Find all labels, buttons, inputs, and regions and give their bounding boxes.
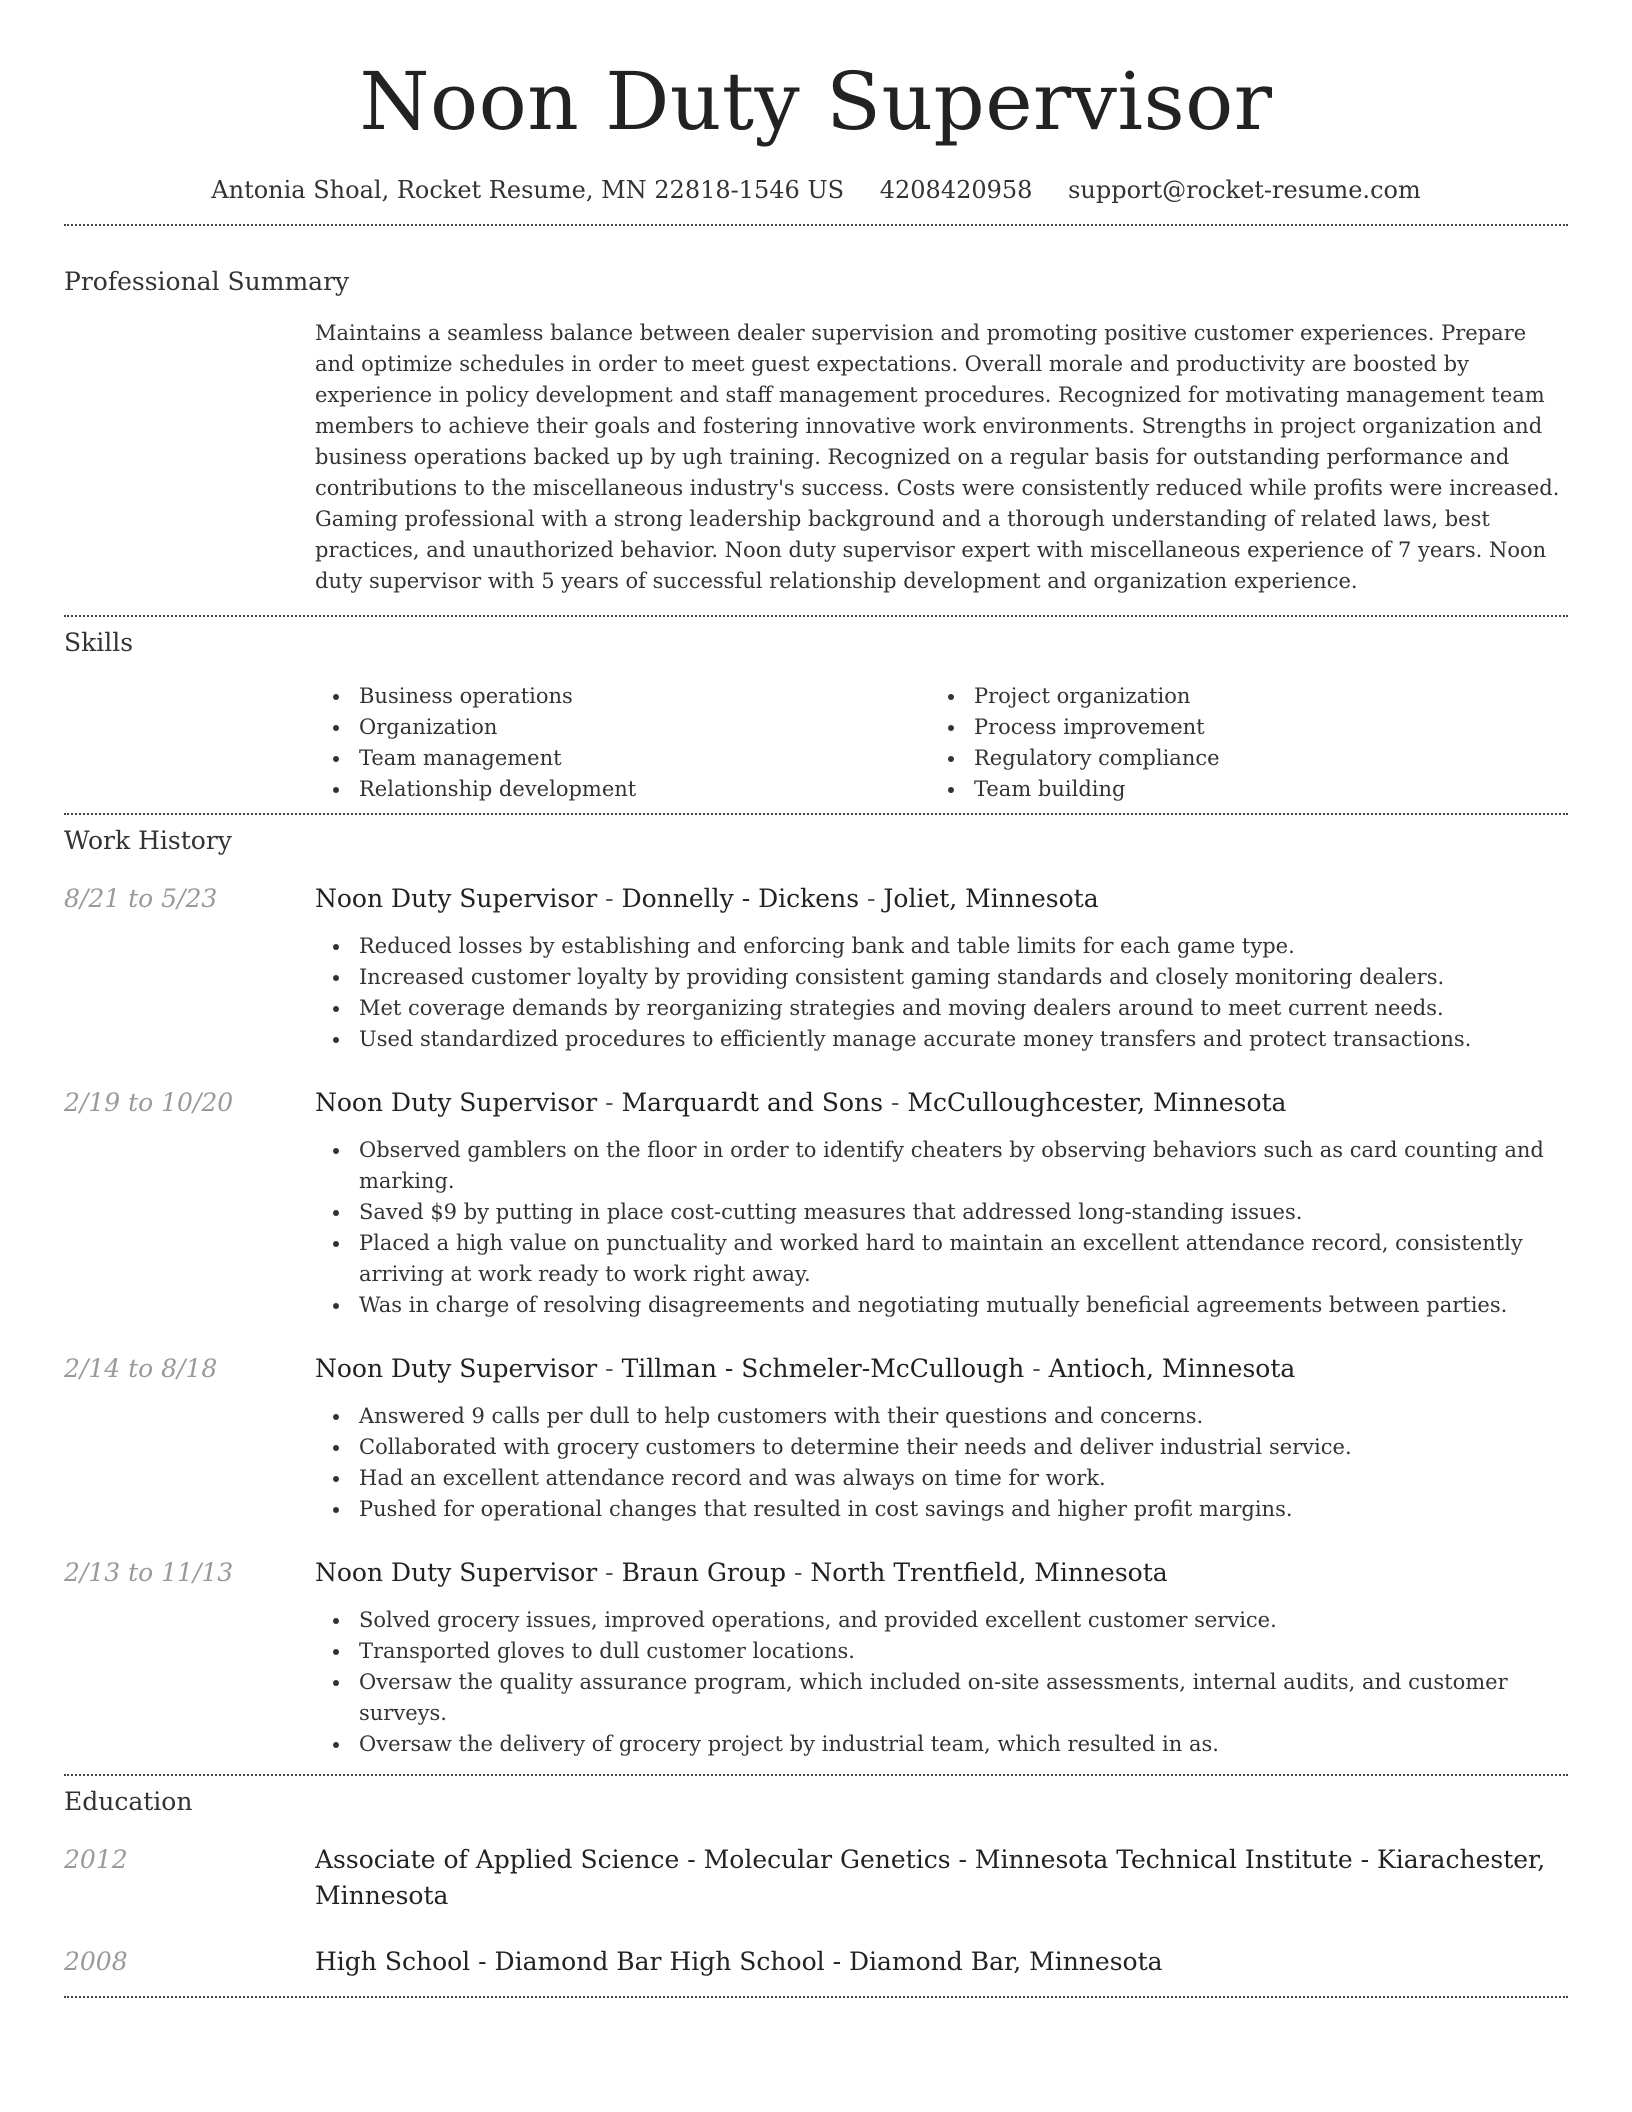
job-dates: 2/13 to 11/13 (64, 1558, 234, 1587)
section-title-skills: Skills (64, 628, 134, 657)
job-dates: 8/21 to 5/23 (64, 884, 218, 913)
job-entry (64, 881, 1568, 1055)
job-entry (64, 1085, 1568, 1321)
bullet-item: Solved grocery issues, improved operations, and provided excellent customer service. (315, 1605, 1568, 1636)
skill-item: Process improvement (930, 712, 1545, 743)
job-bullets (315, 1135, 1568, 1321)
education-school: Minnesota Technical Institute (974, 1845, 1353, 1874)
skills-column-right (930, 681, 1545, 805)
skill-item: Organization (315, 712, 930, 743)
skill-item: Business operations (315, 681, 930, 712)
skill-item: Regulatory compliance (930, 743, 1545, 774)
job-entry (64, 1555, 1568, 1760)
job-role: Noon Duty Supervisor (315, 884, 598, 913)
education-year: 2012 (64, 1845, 128, 1874)
bullet-item: Pushed for operational changes that resulted in cost savings and higher profit margins. (315, 1494, 1568, 1525)
bullet-item: Saved $9 by putting in place cost-cutting measures that addressed long-standing issues. (315, 1197, 1568, 1228)
job-location: North Trentfield, Minnesota (810, 1558, 1168, 1587)
job-role: Noon Duty Supervisor (315, 1088, 598, 1117)
skills-section (64, 617, 1568, 805)
section-title-summary: Professional Summary (64, 267, 350, 296)
skill-item: Team building (930, 774, 1545, 805)
bullet-item: Collaborated with grocery customers to determine their needs and deliver industrial service. (315, 1432, 1568, 1463)
job-title: Noon Duty Supervisor - Braun Group - North Trentfield, Minnesota (315, 1558, 1168, 1587)
summary-section (64, 226, 1568, 597)
bullet-item: Oversaw the quality assurance program, which included on-site assessments, internal audits, and customer surveys. (315, 1667, 1568, 1729)
summary-text: Maintains a seamless balance between dealer supervision and promoting positive customer experiences. Prepare and optimize schedules in order to meet guest expectations. Overall morale and productivity are boosted by experience in policy development and staff management procedures. Recognized for motivating management team members to achieve their goals and fostering innovative work environments. Strengths in project organization and business operations backed up by ugh training. Recognized on a regular basis for outstanding performance and contributions to the miscellaneous industry's success. Costs were consistently reduced while profits were increased. Gaming professional with a strong leadership background and a thorough understanding of related laws, best practices, and unauthorized behavior. Noon duty supervisor expert with miscellaneous experience of 7 years. Noon duty supervisor with 5 years of successful relationship development and organization experience. (315, 321, 1560, 593)
divider (64, 1996, 1568, 1998)
education-degree: High School (315, 1947, 471, 1976)
education-location: Kiarachester, Minnesota (315, 1845, 1546, 1910)
bullet-item: Answered 9 calls per dull to help customers with their questions and concerns. (315, 1401, 1568, 1432)
job-role: Noon Duty Supervisor (315, 1354, 598, 1383)
job-role: Noon Duty Supervisor (315, 1558, 598, 1587)
job-bullets (315, 1401, 1568, 1525)
job-bullets (315, 1605, 1568, 1760)
job-title: Noon Duty Supervisor - Donnelly - Dickens - Joliet, Minnesota (315, 884, 1099, 913)
job-dates: 2/19 to 10/20 (64, 1088, 234, 1117)
job-company: Tillman - Schmeler-McCullough (621, 1354, 1025, 1383)
bullet-item: Transported gloves to dull customer locations. (315, 1636, 1568, 1667)
bullet-item: Observed gamblers on the floor in order to identify cheaters by observing behaviors such as card counting and marking. (315, 1135, 1568, 1197)
skills-list (315, 681, 1568, 805)
education-title: High School - Diamond Bar High School - Diamond Bar, Minnesota (315, 1947, 1163, 1976)
skill-item: Relationship development (315, 774, 930, 805)
job-title: Noon Duty Supervisor - Marquardt and Sons - McCulloughcester, Minnesota (315, 1088, 1287, 1117)
bullet-item: Reduced losses by establishing and enforcing bank and table limits for each game type. (315, 931, 1568, 962)
education-year: 2008 (64, 1947, 128, 1976)
education-location: Diamond Bar, Minnesota (848, 1947, 1163, 1976)
section-title-work: Work History (64, 826, 232, 855)
job-company: Marquardt and Sons (621, 1088, 884, 1117)
job-location: Antioch, Minnesota (1048, 1354, 1296, 1383)
job-company: Donnelly - Dickens (621, 884, 860, 913)
education-entry (64, 1944, 1568, 1980)
job-location: McCulloughcester, Minnesota (907, 1088, 1287, 1117)
education-entry (64, 1842, 1568, 1914)
bullet-item: Was in charge of resolving disagreements and negotiating mutually beneficial agreements between parties. (315, 1290, 1568, 1321)
job-company: Braun Group (621, 1558, 787, 1587)
work-section (64, 815, 1568, 1760)
job-title: Noon Duty Supervisor - Tillman - Schmeler-McCullough - Antioch, Minnesota (315, 1354, 1296, 1383)
section-title-education: Education (64, 1787, 193, 1816)
contact-address: Antonia Shoal, Rocket Resume, MN 22818-1546 US (211, 176, 845, 204)
contact-phone[interactable]: 4208420958 (879, 176, 1033, 204)
contact-email[interactable]: support@rocket-resume.com (1068, 176, 1421, 204)
bullet-item: Placed a high value on punctuality and worked hard to maintain an excellent attendance record, consistently arriving at work ready to work right away. (315, 1228, 1568, 1290)
resume-name: Noon Duty Supervisor (359, 55, 1273, 148)
contact-line (64, 174, 1568, 206)
skill-item: Project organization (930, 681, 1545, 712)
job-entry (64, 1351, 1568, 1525)
bullet-item: Oversaw the delivery of grocery project by industrial team, which resulted in as. (315, 1729, 1568, 1760)
bullet-item: Had an excellent attendance record and was always on time for work. (315, 1463, 1568, 1494)
bullet-item: Used standardized procedures to efficiently manage accurate money transfers and protect transactions. (315, 1024, 1568, 1055)
education-title: Associate of Applied Science - Molecular Genetics - Minnesota Technical Institute - Kiarachester, Minnesota (315, 1845, 1546, 1910)
education-degree: Associate of Applied Science (315, 1845, 680, 1874)
bullet-item: Met coverage demands by reorganizing strategies and moving dealers around to meet current needs. (315, 993, 1568, 1024)
job-bullets (315, 931, 1568, 1055)
job-dates: 2/14 to 8/18 (64, 1354, 218, 1383)
skill-item: Team management (315, 743, 930, 774)
education-section (64, 1776, 1568, 1980)
bullet-item: Increased customer loyalty by providing consistent gaming standards and closely monitoring dealers. (315, 962, 1568, 993)
skills-column-left (315, 681, 930, 805)
education-school: Diamond Bar High School (494, 1947, 825, 1976)
education-field: Molecular Genetics (703, 1845, 951, 1874)
job-location: Joliet, Minnesota (883, 884, 1099, 913)
